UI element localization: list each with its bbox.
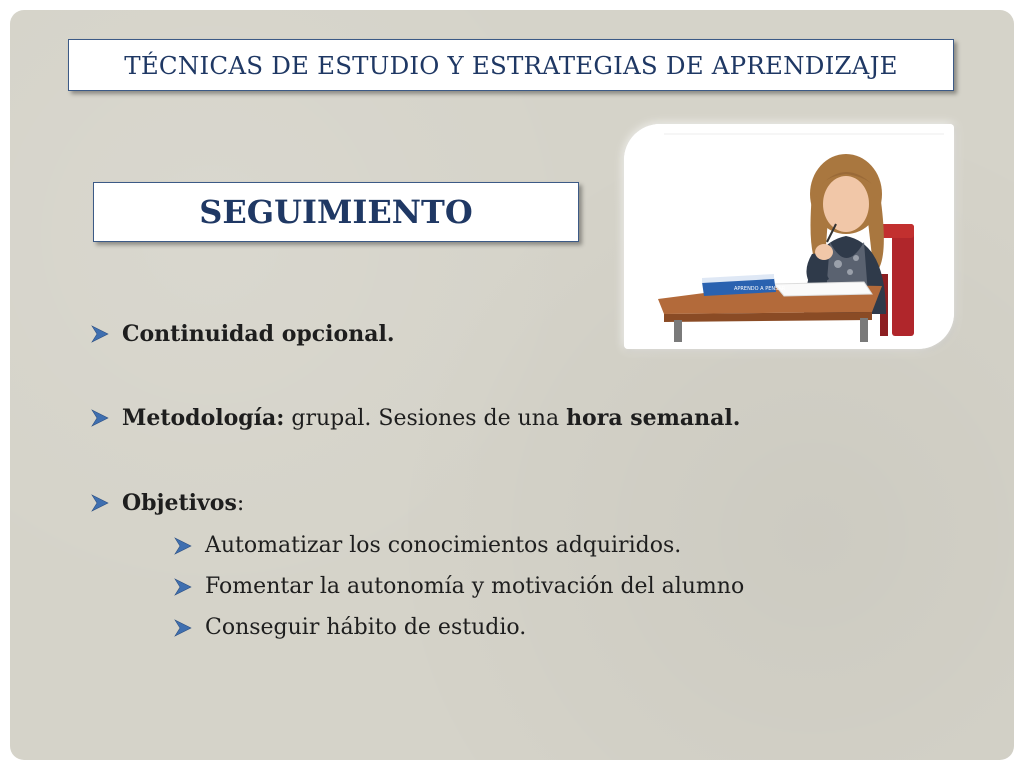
bullet-objetivos: [90, 490, 244, 516]
book-title-text: APRENDO A PENSAR: [734, 286, 786, 292]
arrow-bullet-icon: [173, 536, 193, 556]
sub-bullet-automatizar-text: Automatizar los conocimientos adquiridos.: [205, 533, 682, 558]
bullet-metodologia-emphasis: hora semanal.: [566, 405, 741, 431]
sub-bullet-conseguir-text: Conseguir hábito de estudio.: [205, 615, 527, 640]
arrow-bullet-icon: [90, 408, 110, 428]
arrow-bullet-icon: [90, 493, 110, 513]
bullet-continuidad-text: Continuidad opcional.: [122, 321, 395, 347]
bullet-objetivos-label: Objetivos: [122, 490, 237, 516]
slide-background: [10, 10, 1014, 760]
bullet-metodologia-text: grupal. Sesiones de una: [284, 406, 567, 431]
bullet-objetivos-colon: :: [236, 491, 245, 516]
sub-bullet-fomentar: [173, 574, 744, 599]
bullet-metodologia: [90, 405, 740, 431]
arrow-bullet-icon: [173, 577, 193, 597]
bullet-continuidad: [90, 321, 394, 347]
sub-bullet-conseguir: [173, 615, 526, 640]
arrow-bullet-icon: [90, 324, 110, 344]
section-heading: SEGUIMIENTO: [199, 193, 473, 231]
sub-bullet-fomentar-text: Fomentar la autonomía y motivación del alumno: [205, 574, 745, 599]
bullet-metodologia-label: Metodología:: [122, 405, 285, 431]
arrow-bullet-icon: [173, 618, 193, 638]
bullet-list: [10, 10, 1014, 760]
slide-title: TÉCNICAS DE ESTUDIO Y ESTRATEGIAS DE APRENDIZAJE: [124, 50, 898, 80]
sub-bullet-automatizar: [173, 533, 681, 558]
